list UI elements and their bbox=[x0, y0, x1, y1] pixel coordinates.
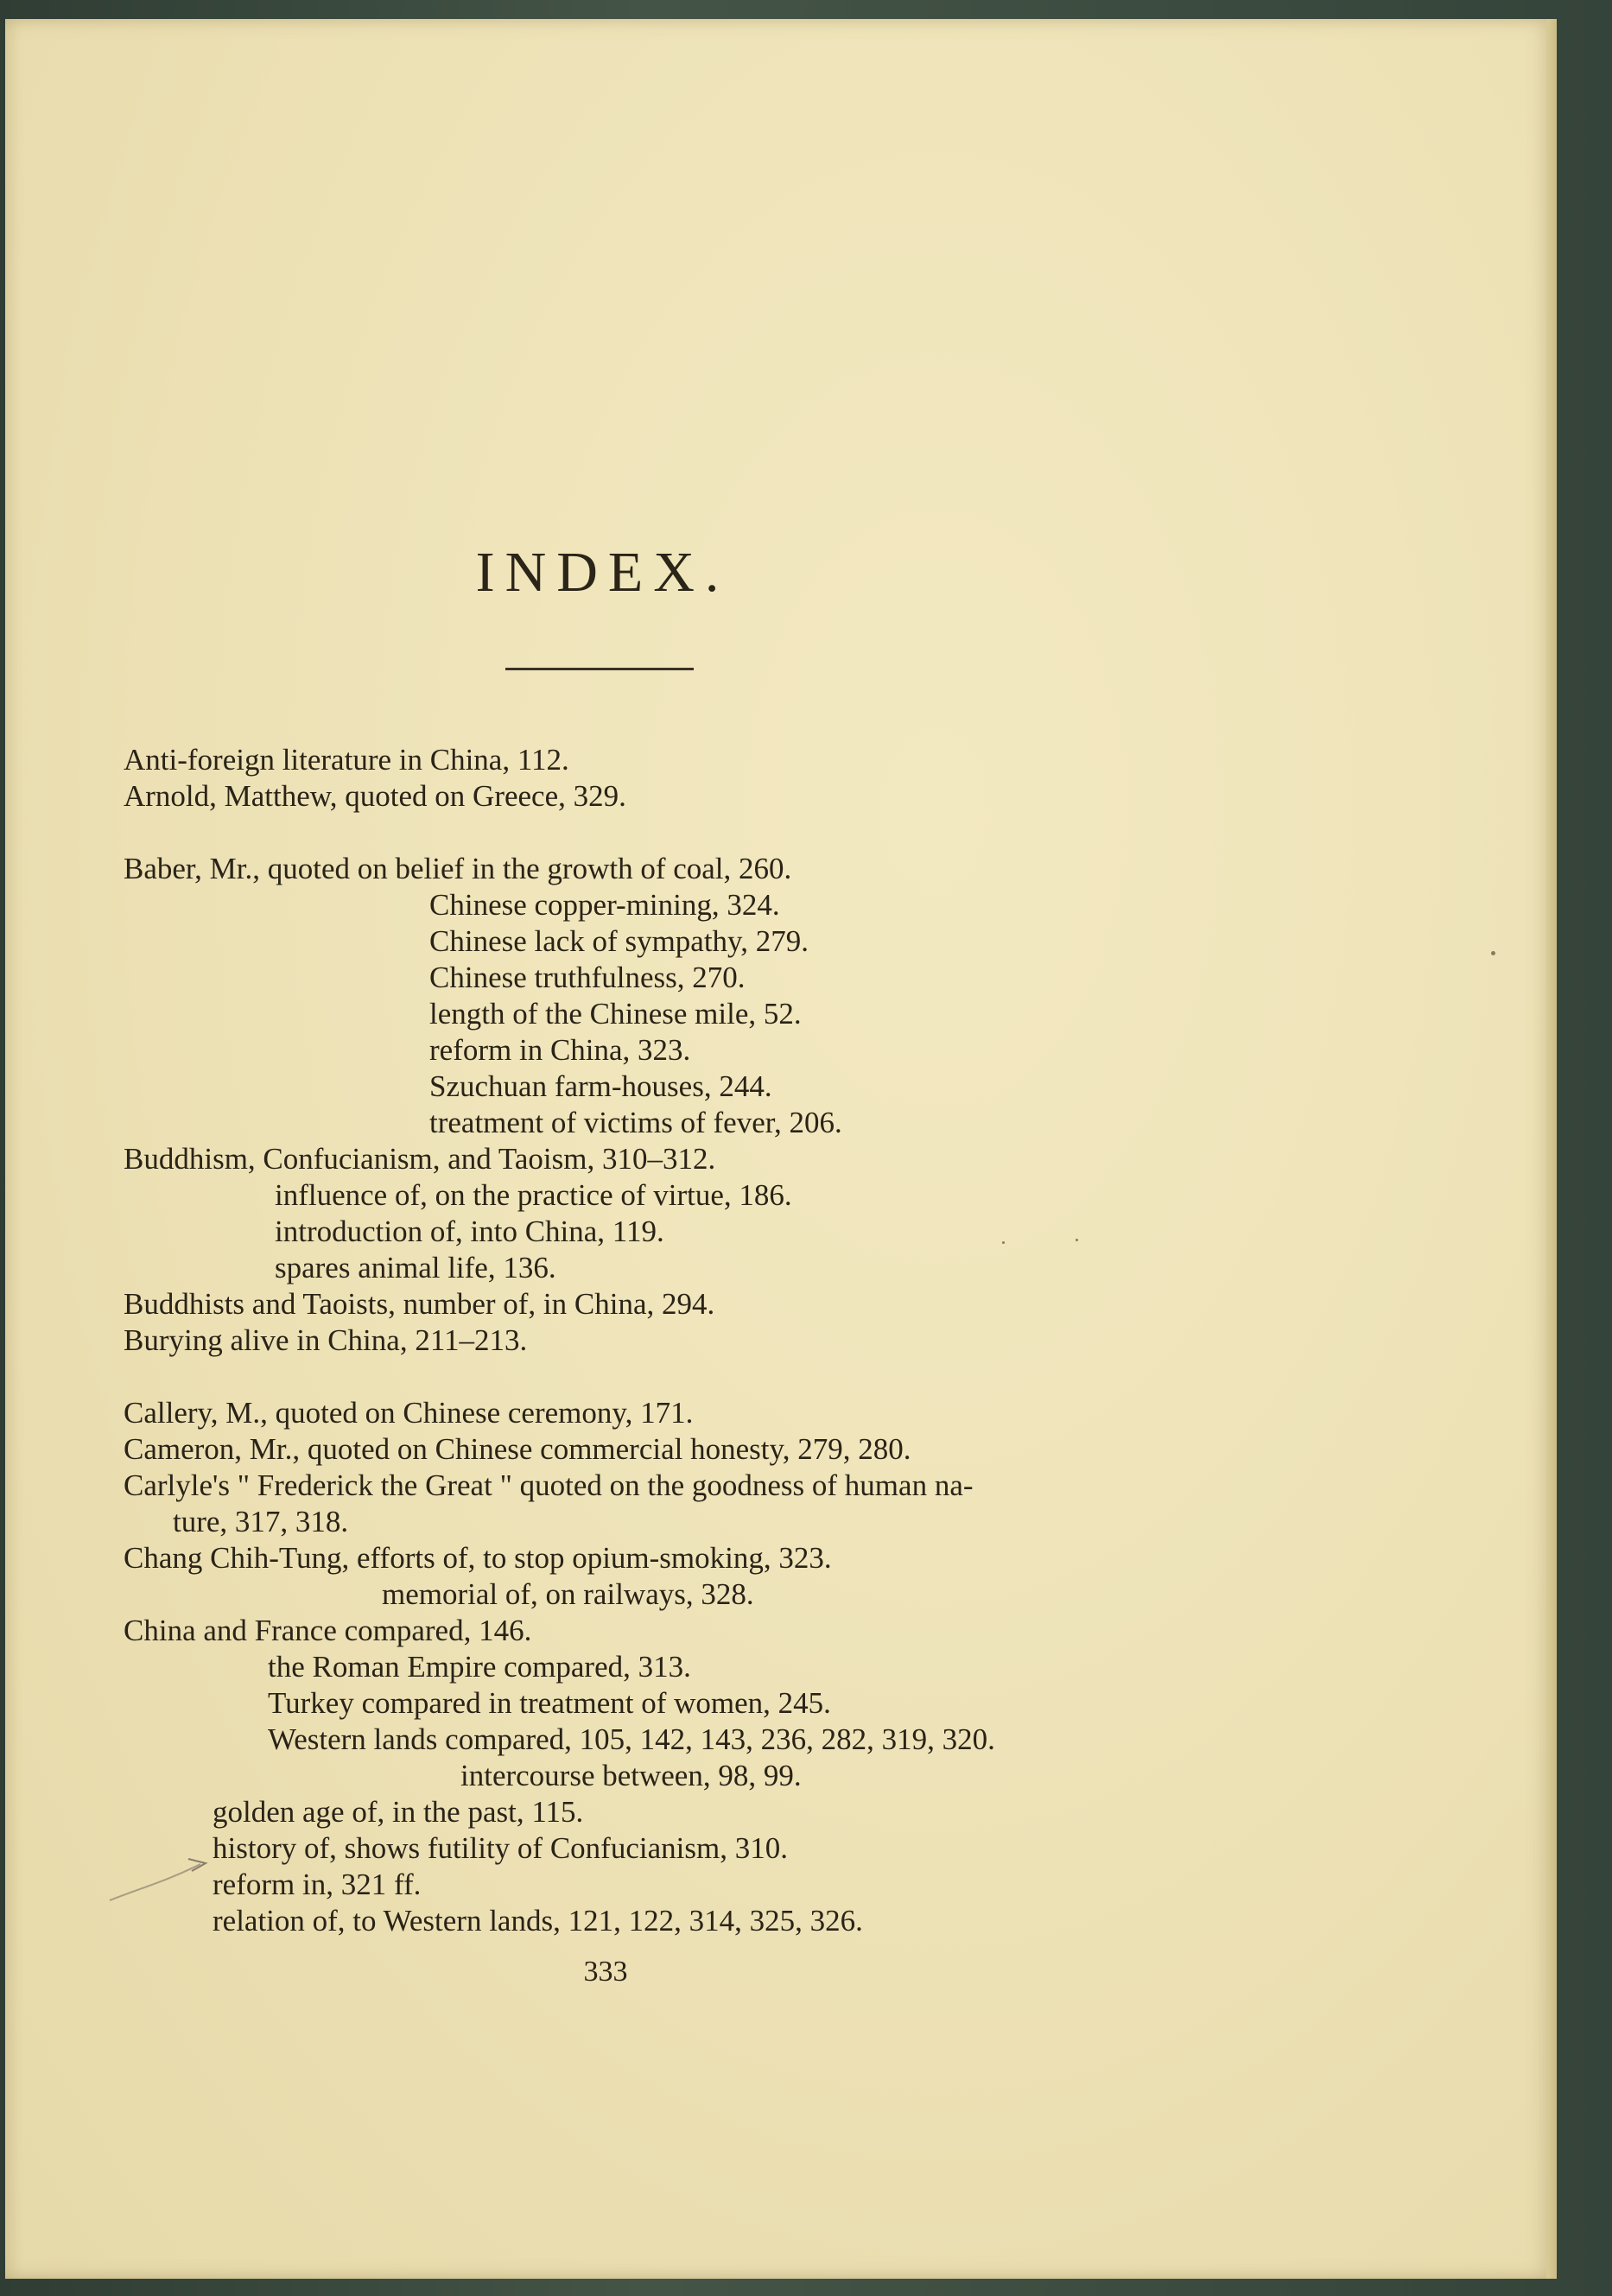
index-entry: China and France compared, 146. bbox=[124, 1614, 532, 1647]
index-subentry: history of, shows futility of Confucianism, 310. bbox=[213, 1831, 788, 1865]
index-entry: Anti-foreign literature in China, 112. bbox=[124, 743, 569, 777]
index-subentry: memorial of, on railways, 328. bbox=[382, 1577, 754, 1611]
index-entry: Cameron, Mr., quoted on Chinese commercial honesty, 279, 280. bbox=[124, 1432, 911, 1466]
index-subentry: Szuchuan farm-houses, 244. bbox=[429, 1069, 772, 1103]
paper-speck bbox=[1491, 951, 1495, 955]
index-entry-continuation: ture, 317, 318. bbox=[173, 1505, 349, 1538]
index-subentry: Western lands compared, 105, 142, 143, 236, 282, 319, 320. bbox=[268, 1722, 995, 1756]
index-subentry: Chinese lack of sympathy, 279. bbox=[429, 924, 809, 958]
index-subentry: relation of, to Western lands, 121, 122, 314, 325, 326. bbox=[213, 1904, 863, 1938]
index-subentry: golden age of, in the past, 115. bbox=[213, 1795, 584, 1829]
index-subentry: introduction of, into China, 119. bbox=[275, 1215, 664, 1248]
index-subentry: Turkey compared in treatment of women, 245. bbox=[268, 1686, 831, 1720]
index-entry: Chang Chih-Tung, efforts of, to stop opium-smoking, 323. bbox=[124, 1541, 832, 1575]
index-subentry: influence of, on the practice of virtue, 186. bbox=[275, 1178, 792, 1212]
page-number: 333 bbox=[583, 1956, 628, 1988]
page-title: INDEX. bbox=[475, 541, 730, 604]
index-entry: Carlyle's " Frederick the Great " quoted on the goodness of human na- bbox=[124, 1468, 974, 1502]
index-subentry: the Roman Empire compared, 313. bbox=[268, 1650, 691, 1684]
index-subentry: treatment of victims of fever, 206. bbox=[429, 1106, 842, 1139]
index-subentry: length of the Chinese mile, 52. bbox=[429, 997, 802, 1031]
index-subentry: Chinese truthfulness, 270. bbox=[429, 961, 746, 994]
pencil-mark bbox=[105, 1847, 209, 1907]
index-subentry: reform in China, 323. bbox=[429, 1033, 691, 1067]
index-subentry: spares animal life, 136. bbox=[275, 1251, 556, 1284]
paper-speck bbox=[1076, 1239, 1078, 1241]
index-entry: Buddhists and Taoists, number of, in China, 294. bbox=[124, 1287, 715, 1321]
index-subentry: intercourse between, 98, 99. bbox=[460, 1759, 802, 1792]
index-subentry: Chinese copper-mining, 324. bbox=[429, 888, 780, 922]
index-entry: Arnold, Matthew, quoted on Greece, 329. bbox=[124, 779, 626, 813]
index-entry: Callery, M., quoted on Chinese ceremony, 171. bbox=[124, 1396, 694, 1430]
index-entry: Baber, Mr., quoted on belief in the growth of coal, 260. bbox=[124, 852, 792, 885]
index-entry: Burying alive in China, 211–213. bbox=[124, 1323, 528, 1357]
paper-speck bbox=[1002, 1241, 1005, 1244]
index-entry: Buddhism, Confucianism, and Taoism, 310–312. bbox=[124, 1142, 716, 1176]
index-subentry: reform in, 321 ff. bbox=[213, 1868, 422, 1901]
